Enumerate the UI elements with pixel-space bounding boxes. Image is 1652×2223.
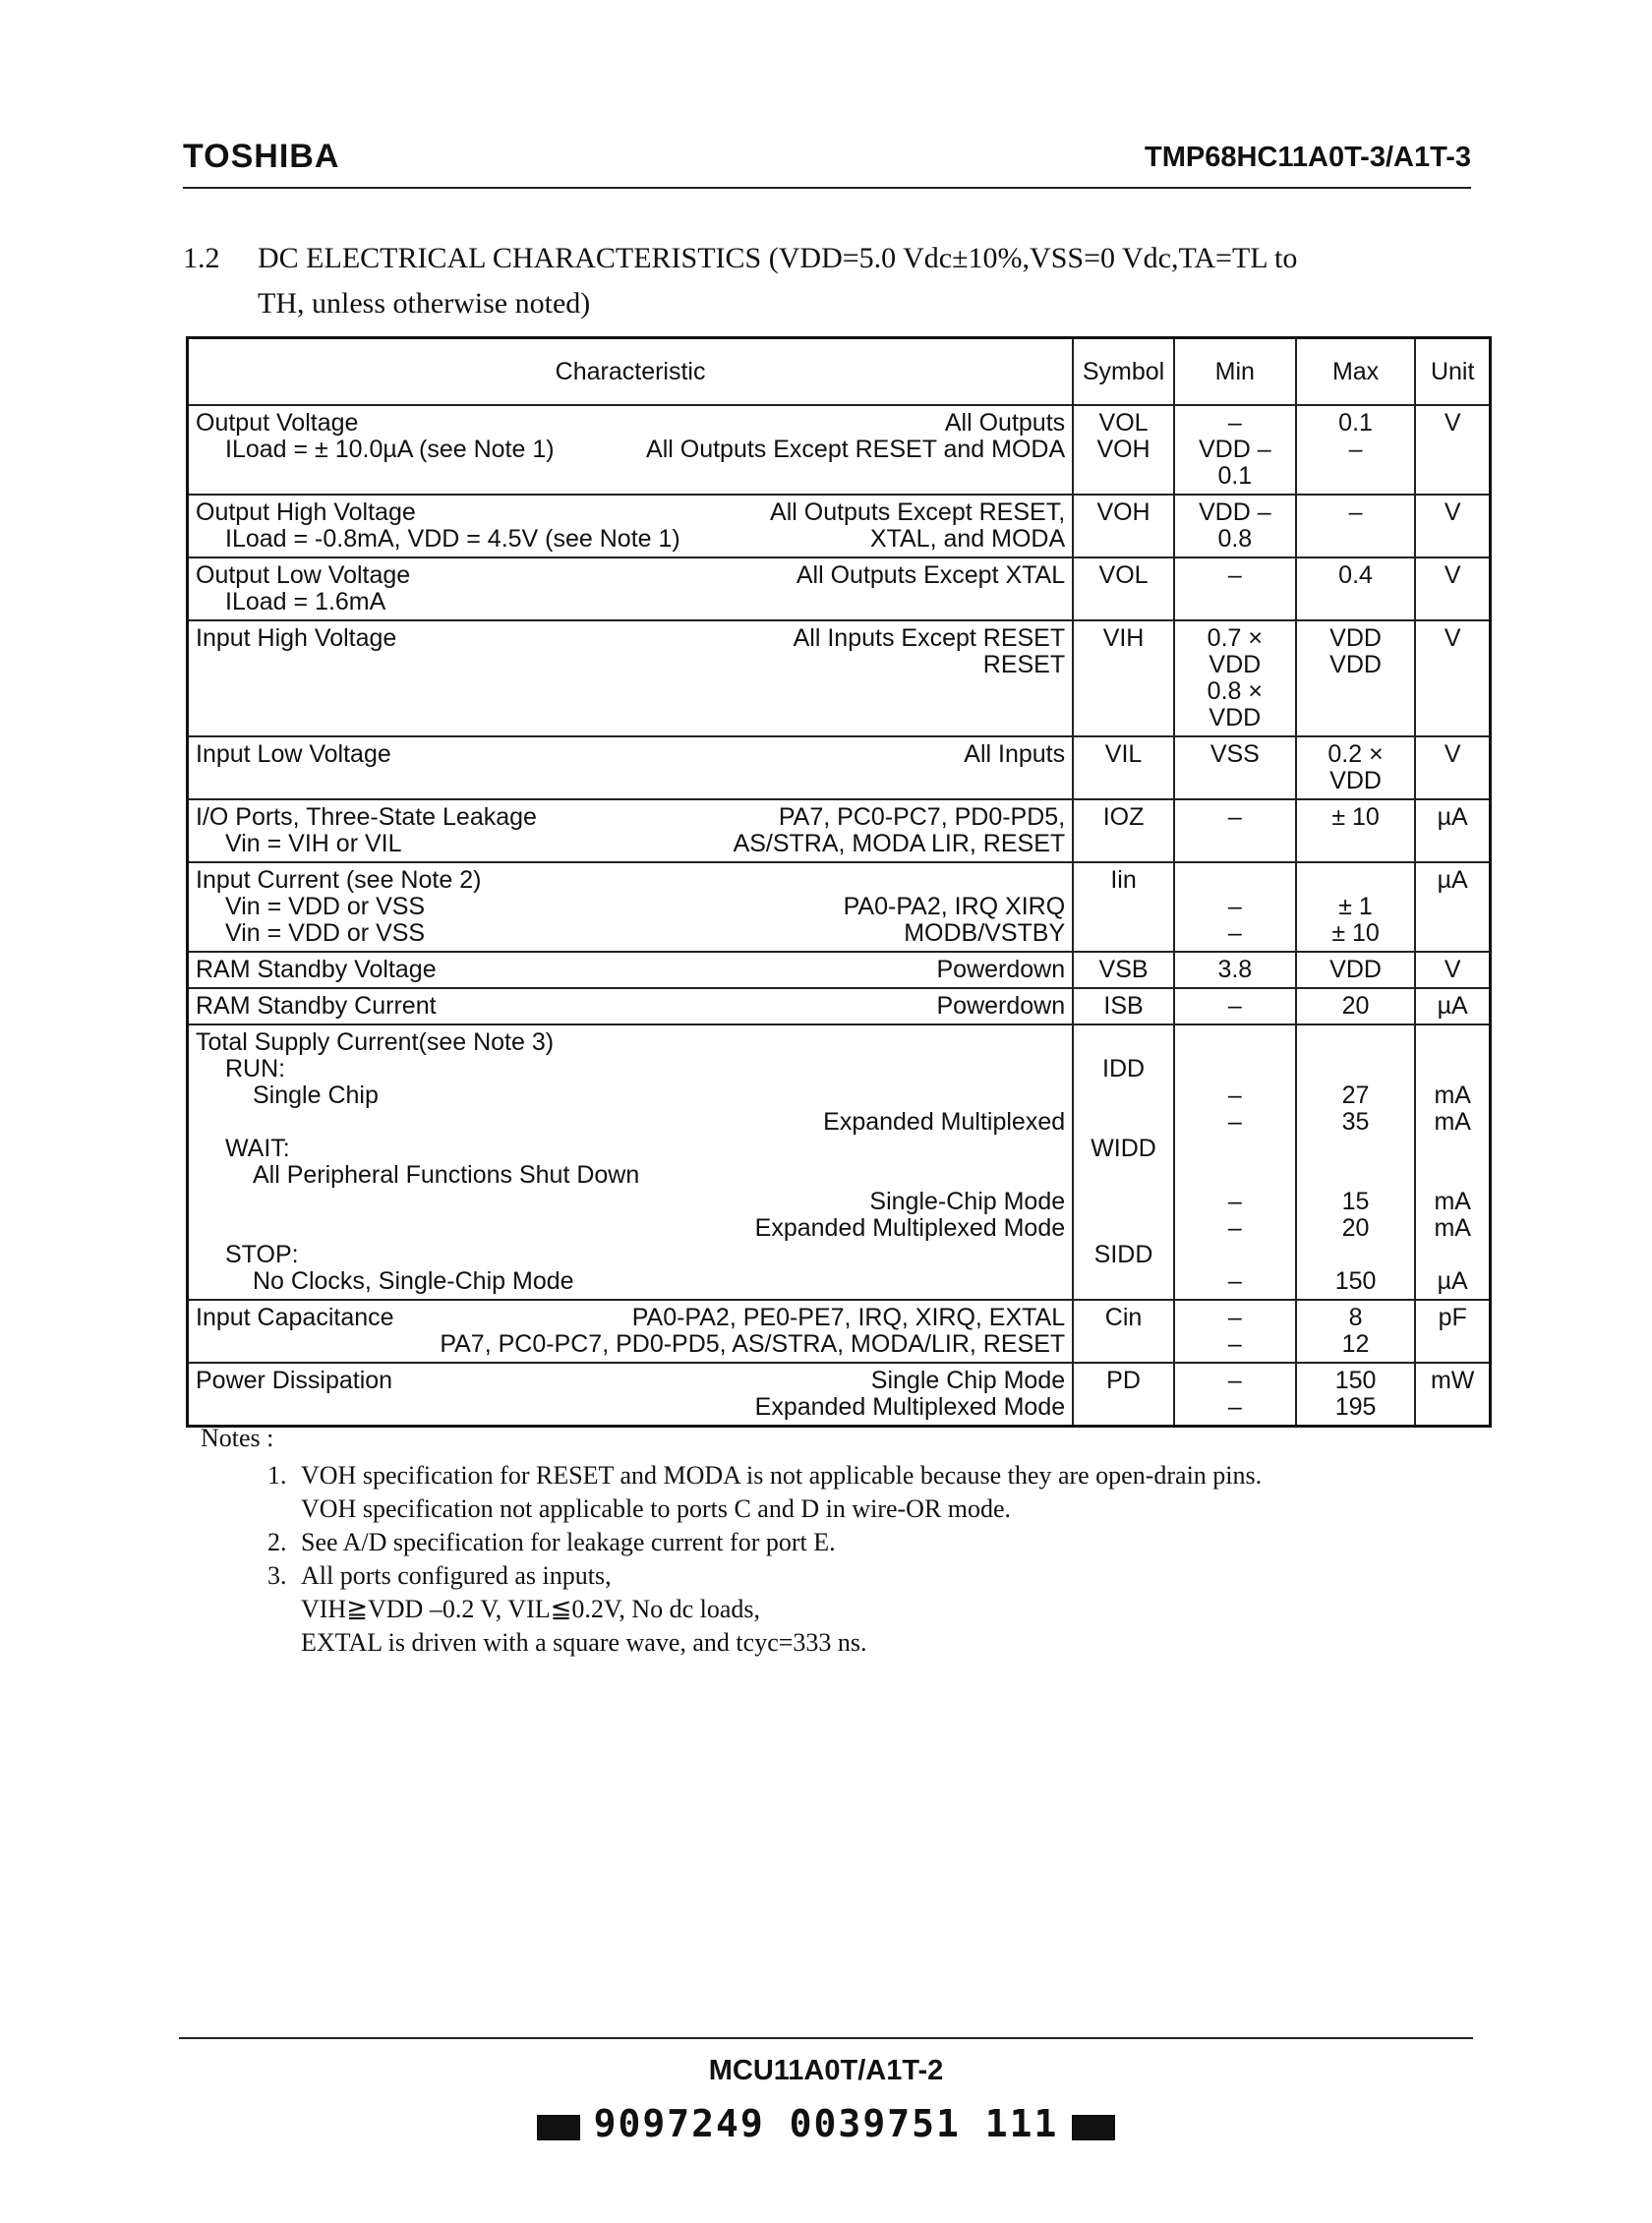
cond-text: Powerdown <box>936 956 1066 983</box>
note-text: VIH≧VDD –0.2 V, VIL≦0.2V, No dc loads, <box>301 1595 761 1623</box>
min-text: – <box>1227 409 1242 437</box>
min-text: 0.7 × VDD <box>1207 624 1263 678</box>
unit-cell <box>1415 1300 1490 1363</box>
note-item <box>293 1526 1499 1559</box>
max-text: 150 <box>1334 1367 1377 1394</box>
max-text: 35 <box>1341 1108 1370 1136</box>
max-text: – <box>1348 498 1363 526</box>
col-symbol: Symbol <box>1073 338 1174 406</box>
unit-text: mA <box>1434 1214 1471 1242</box>
unit-cell <box>1415 799 1490 862</box>
max-text: 15 <box>1341 1188 1370 1215</box>
max-text: 0.2 × VDD <box>1328 740 1384 794</box>
table-row <box>188 736 1491 799</box>
param-text: Input Capacitance <box>196 1304 394 1331</box>
max-text: 20 <box>1341 1214 1370 1242</box>
section-number: 1.2 <box>183 242 220 274</box>
min-text: VDD – 0.1 <box>1199 436 1271 490</box>
max-text: VDD <box>1329 651 1382 678</box>
max-text: ± 10 <box>1331 919 1380 947</box>
symbol-text: VIL <box>1104 740 1143 768</box>
table-row <box>188 952 1491 988</box>
col-min: Min <box>1174 338 1296 406</box>
max-text: 8 <box>1348 1304 1363 1331</box>
barcode-text: 9097249 0039751 111 <box>593 2102 1059 2145</box>
min-text: – <box>1227 1367 1242 1394</box>
max-text: ± 1 <box>1338 893 1373 920</box>
characteristic-cell <box>188 1024 1074 1300</box>
table-row <box>188 1363 1491 1427</box>
cond-text: AS/STRA, MODA LIR, RESET <box>733 830 1066 857</box>
min-text: – <box>1227 1214 1242 1242</box>
symbol-cell <box>1073 495 1174 557</box>
characteristic-cell <box>188 1363 1074 1427</box>
param-text: Vin = VIH or VIL <box>225 830 402 857</box>
characteristic-cell <box>188 495 1074 557</box>
header-rule <box>183 187 1471 189</box>
max-cell <box>1296 988 1416 1024</box>
min-cell <box>1174 1024 1296 1300</box>
param-text: Power Dissipation <box>196 1367 393 1394</box>
cond-text: All Outputs Except XTAL <box>796 561 1066 589</box>
symbol-text: VOL <box>1098 561 1149 589</box>
symbol-text: Iin <box>1110 866 1137 894</box>
min-cell <box>1174 952 1296 988</box>
unit-text: V <box>1444 956 1461 983</box>
characteristic-cell <box>188 952 1074 988</box>
symbol-cell <box>1073 620 1174 736</box>
param-text: ILoad = 1.6mA <box>225 588 386 615</box>
cond-text: Single Chip Mode <box>870 1367 1066 1394</box>
param-text: Input Current (see Note 2) <box>196 866 482 894</box>
min-text: VSS <box>1210 740 1260 768</box>
max-cell <box>1296 1300 1416 1363</box>
part-number: TMP68HC11A0T-3/A1T-3 <box>1144 142 1471 173</box>
unit-cell <box>1415 736 1490 799</box>
max-text: VDD <box>1329 624 1382 652</box>
param-text: ILoad = -0.8mA, VDD = 4.5V (see Note 1) <box>225 525 680 553</box>
unit-cell <box>1415 620 1490 736</box>
table-row <box>188 988 1491 1024</box>
max-cell <box>1296 620 1416 736</box>
table-row <box>188 1300 1491 1363</box>
unit-text: mW <box>1430 1367 1475 1394</box>
note-text: 1. VOH specification for RESET and MODA is not applicable because they are open-drain pins. <box>301 1461 1263 1490</box>
min-text: 3.8 <box>1217 956 1253 983</box>
cond-text: RESET <box>982 651 1066 678</box>
symbol-text: SIDD <box>1093 1241 1153 1268</box>
max-text: VDD <box>1329 956 1382 983</box>
note-text: 2. See A/D specification for leakage current for port E. <box>301 1528 836 1556</box>
min-cell <box>1174 557 1296 620</box>
dc-characteristics-table <box>186 336 1492 1428</box>
cond-text: PA0-PA2, PE0-PE7, IRQ, XIRQ, EXTAL <box>631 1304 1066 1331</box>
cond-text: PA7, PC0-PC7, PD0-PD5, AS/STRA, MODA/LIR, RESET <box>440 1330 1066 1358</box>
symbol-cell <box>1073 799 1174 862</box>
min-text: – <box>1227 1304 1242 1331</box>
unit-cell <box>1415 988 1490 1024</box>
param-text: RAM Standby Current <box>196 992 437 1020</box>
symbol-text: PD <box>1106 1367 1141 1394</box>
symbol-cell <box>1073 952 1174 988</box>
symbol-cell <box>1073 1024 1174 1300</box>
section-heading <box>183 236 1491 326</box>
min-text: – <box>1227 1393 1242 1421</box>
min-cell <box>1174 736 1296 799</box>
param-text: All Peripheral Functions Shut Down <box>253 1161 640 1189</box>
max-text: 150 <box>1334 1267 1377 1295</box>
symbol-cell <box>1073 1363 1174 1427</box>
note-item <box>293 1559 1499 1660</box>
cond-text: All Outputs <box>944 409 1066 437</box>
param-text: I/O Ports, Three-State Leakage <box>196 803 537 831</box>
barcode-right-block <box>1072 2115 1115 2140</box>
min-text: – <box>1227 1108 1242 1136</box>
unit-text: V <box>1444 740 1461 768</box>
unit-cell <box>1415 952 1490 988</box>
max-text: 0.4 <box>1338 561 1373 589</box>
symbol-cell <box>1073 405 1174 495</box>
unit-text: mA <box>1434 1108 1471 1136</box>
symbol-cell <box>1073 1300 1174 1363</box>
param-text: RUN: <box>225 1055 286 1082</box>
unit-text: V <box>1444 561 1461 589</box>
max-cell <box>1296 952 1416 988</box>
symbol-text: WIDD <box>1091 1135 1156 1162</box>
col-characteristic: Characteristic <box>188 338 1074 406</box>
max-text: 20 <box>1341 992 1370 1020</box>
max-cell <box>1296 1024 1416 1300</box>
cond-text: XTAL, and MODA <box>869 525 1066 553</box>
symbol-cell <box>1073 557 1174 620</box>
characteristic-cell <box>188 620 1074 736</box>
unit-cell <box>1415 862 1490 952</box>
param-text: Single Chip <box>253 1082 379 1109</box>
cond-text: PA7, PC0-PC7, PD0-PD5, <box>778 803 1066 831</box>
barcode-row <box>0 2102 1652 2146</box>
param-text: Output High Voltage <box>196 498 416 526</box>
min-cell <box>1174 495 1296 557</box>
min-cell <box>1174 862 1296 952</box>
symbol-text: IOZ <box>1102 803 1145 831</box>
unit-cell <box>1415 1363 1490 1427</box>
max-cell <box>1296 405 1416 495</box>
symbol-text: VSB <box>1098 956 1149 983</box>
col-max: Max <box>1296 338 1416 406</box>
cond-text: All Inputs Except RESET <box>793 624 1066 652</box>
cond-text: Single-Chip Mode <box>869 1188 1066 1215</box>
characteristic-cell <box>188 557 1074 620</box>
unit-text: µA <box>1437 992 1468 1020</box>
param-text: Output Low Voltage <box>196 561 411 589</box>
table-row <box>188 1024 1491 1300</box>
param-text: No Clocks, Single-Chip Mode <box>253 1267 574 1295</box>
cond-text: Expanded Multiplexed <box>823 1108 1066 1136</box>
symbol-cell <box>1073 862 1174 952</box>
section-condition-2: TH, unless otherwise noted) <box>258 287 591 320</box>
param-text: ILoad = ± 10.0µA (see Note 1) <box>225 436 555 463</box>
symbol-cell <box>1073 988 1174 1024</box>
section-condition-1: (VDD=5.0 Vdc±10%,VSS=0 Vdc,TA=TL to <box>768 242 1298 274</box>
min-text: – <box>1227 1330 1242 1358</box>
characteristic-cell <box>188 988 1074 1024</box>
cond-text: Expanded Multiplexed Mode <box>754 1214 1066 1242</box>
unit-text: µA <box>1437 866 1468 894</box>
characteristic-cell <box>188 1300 1074 1363</box>
max-text: 27 <box>1341 1082 1370 1109</box>
max-cell <box>1296 862 1416 952</box>
table-row <box>188 405 1491 495</box>
param-text: WAIT: <box>225 1135 290 1162</box>
cond-text: Expanded Multiplexed Mode <box>754 1393 1066 1421</box>
cond-text: MODB/VSTBY <box>904 919 1066 947</box>
max-text: ± 10 <box>1331 803 1380 831</box>
unit-text: µA <box>1437 1267 1468 1295</box>
symbol-cell <box>1073 736 1174 799</box>
col-unit: Unit <box>1415 338 1490 406</box>
min-text: – <box>1227 561 1242 589</box>
min-text: – <box>1227 992 1242 1020</box>
unit-cell <box>1415 557 1490 620</box>
min-text: – <box>1227 1082 1242 1109</box>
table-row <box>188 862 1491 952</box>
cond-text: All Inputs <box>964 740 1066 768</box>
table-row <box>188 557 1491 620</box>
param-text: Vin = VDD or VSS <box>225 919 426 947</box>
max-cell <box>1296 1363 1416 1427</box>
max-text: 12 <box>1341 1330 1370 1358</box>
table-row <box>188 799 1491 862</box>
max-cell <box>1296 495 1416 557</box>
notes-heading: Notes : <box>201 1424 274 1452</box>
param-text: Input High Voltage <box>196 624 397 652</box>
min-text: 0.8 × VDD <box>1207 677 1263 731</box>
unit-text: pF <box>1438 1304 1467 1331</box>
max-cell <box>1296 557 1416 620</box>
min-text: – <box>1227 1188 1242 1215</box>
symbol-text: VIH <box>1102 624 1145 652</box>
max-cell <box>1296 736 1416 799</box>
min-text: – <box>1227 1267 1242 1295</box>
unit-cell <box>1415 1024 1490 1300</box>
min-cell <box>1174 799 1296 862</box>
note-item <box>293 1459 1499 1526</box>
unit-cell <box>1415 405 1490 495</box>
param-text: Vin = VDD or VSS <box>225 893 426 920</box>
cond-text: All Outputs Except RESET, <box>770 498 1066 526</box>
min-cell <box>1174 405 1296 495</box>
symbol-text: VOL <box>1098 409 1149 437</box>
unit-text: V <box>1444 498 1461 526</box>
min-text: – <box>1227 893 1242 920</box>
cond-text: All Outputs Except RESET and MODA <box>646 436 1066 463</box>
param-text: RAM Standby Voltage <box>196 956 437 983</box>
table-row <box>188 495 1491 557</box>
min-cell <box>1174 1363 1296 1427</box>
barcode-left-block <box>537 2115 580 2140</box>
unit-cell <box>1415 495 1490 557</box>
symbol-text: VOH <box>1096 498 1150 526</box>
param-text: Output Voltage <box>196 409 359 437</box>
cond-text: PA0-PA2, IRQ XIRQ <box>843 893 1066 920</box>
min-text: VDD – 0.8 <box>1199 498 1271 553</box>
characteristic-cell <box>188 736 1074 799</box>
note-text: VOH specification not applicable to ports C and D in wire-OR mode. <box>301 1494 1012 1523</box>
symbol-text: VOH <box>1096 436 1150 463</box>
unit-text: mA <box>1434 1082 1471 1109</box>
max-cell <box>1296 799 1416 862</box>
min-cell <box>1174 1300 1296 1363</box>
unit-text: V <box>1444 409 1461 437</box>
param-text: Input Low Voltage <box>196 740 391 768</box>
section-title: DC ELECTRICAL CHARACTERISTICS <box>258 242 762 274</box>
notes-section <box>201 1422 1499 1660</box>
max-text: 0.1 <box>1338 409 1373 437</box>
characteristic-cell <box>188 799 1074 862</box>
symbol-text: ISB <box>1103 992 1144 1020</box>
note-text: EXTAL is driven with a square wave, and tcyc=333 ns. <box>301 1628 867 1657</box>
symbol-text: Cin <box>1104 1304 1143 1331</box>
unit-text: mA <box>1434 1188 1471 1215</box>
unit-text: µA <box>1437 803 1468 831</box>
param-text: STOP: <box>225 1241 299 1268</box>
brand-logo: TOSHIBA <box>183 138 340 175</box>
symbol-text: IDD <box>1102 1055 1146 1082</box>
max-text: – <box>1348 436 1363 463</box>
footer-label: MCU11A0T/A1T-2 <box>708 2055 944 2086</box>
characteristic-cell <box>188 862 1074 952</box>
min-cell <box>1174 620 1296 736</box>
min-cell <box>1174 988 1296 1024</box>
max-text: 195 <box>1334 1393 1377 1421</box>
param-text: Total Supply Current(see Note 3) <box>196 1028 555 1056</box>
cond-text: Powerdown <box>936 992 1066 1020</box>
min-text: – <box>1227 919 1242 947</box>
characteristic-cell <box>188 405 1074 495</box>
note-text: 3. All ports configured as inputs, <box>301 1561 612 1590</box>
table-row <box>188 620 1491 736</box>
footer-rule <box>179 2037 1473 2039</box>
unit-text: V <box>1444 624 1461 652</box>
min-text: – <box>1227 803 1242 831</box>
table-header-row <box>188 338 1491 406</box>
